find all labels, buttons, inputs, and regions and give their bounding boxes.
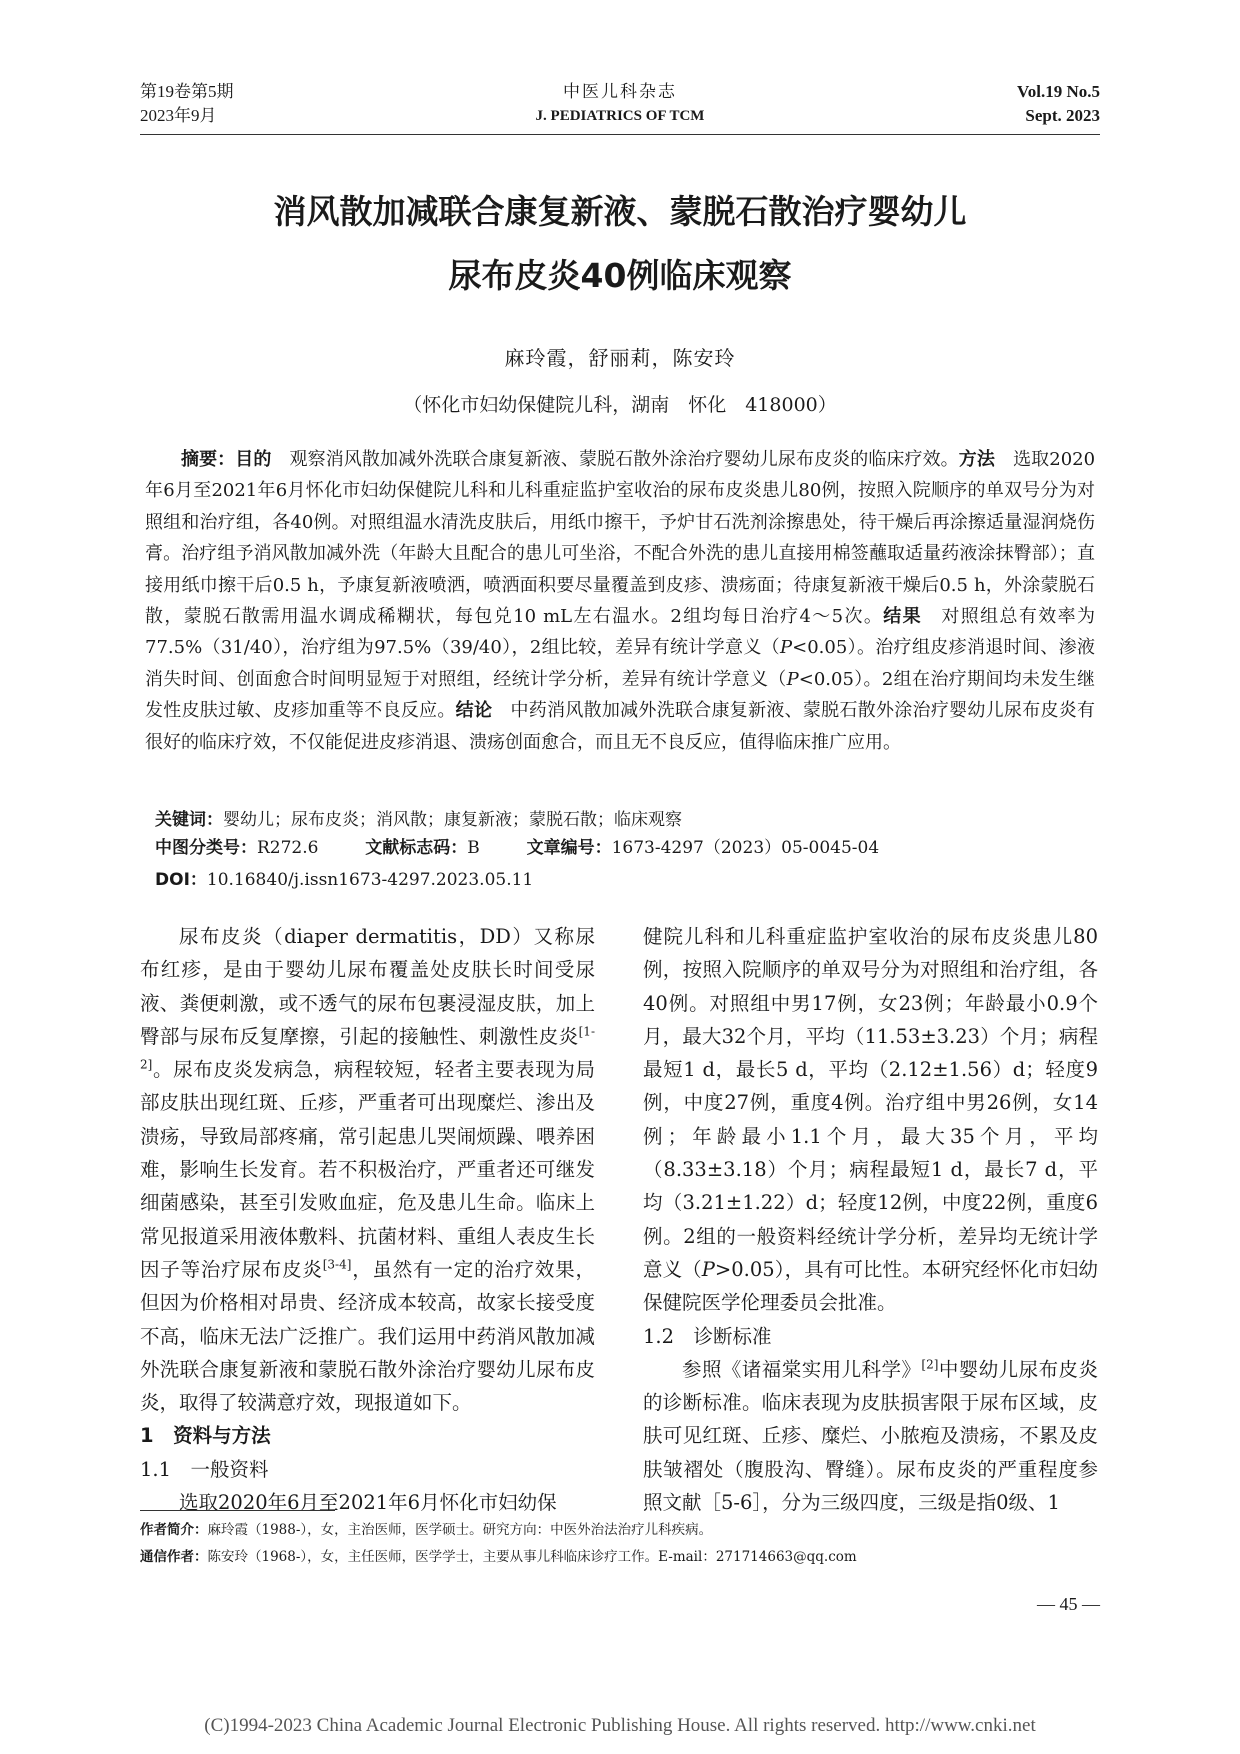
fn2-label: 通信作者： xyxy=(140,1549,208,1565)
citation-3-4[interactable]: [3-4] xyxy=(322,1257,352,1272)
p-symbol: P xyxy=(701,1257,715,1281)
doc-code-value: B xyxy=(467,838,480,858)
keywords-label: 关键词： xyxy=(155,810,223,830)
journal-name-en: J. PEDIATRICS OF TCM xyxy=(535,108,705,124)
section-heading-1: 1 资料与方法 xyxy=(140,1424,271,1448)
doc-code-label: 文献标志码： xyxy=(365,838,468,858)
intro-text-1: 尿布皮炎（diaper dermatitis，DD）又称尿布红疹，是由于婴幼儿尿布覆盖处皮肤长时间受尿液、粪便刺激，或不透气的尿布包裹浸湿皮肤，加上臀部与尿布反复摩擦，引起的接触性、刺激性皮炎 xyxy=(140,925,595,1048)
classification-line xyxy=(155,834,879,862)
doi-line xyxy=(155,866,533,894)
fn2-text: 陈安玲（1968-），女，主任医师，医学学士，主要从事儿科临床诊疗工作。E-mail：271714663@qq.com xyxy=(207,1549,857,1565)
p-symbol: P xyxy=(786,668,799,690)
authors: 麻玲霞，舒丽莉，陈安玲 xyxy=(504,346,736,370)
keywords-text: 婴幼儿；尿布皮炎；消风散；康复新液；蒙脱石散；临床观察 xyxy=(223,810,682,830)
header-rule xyxy=(140,134,1100,135)
copyright-notice: (C)1994-2023 China Academic Journal Electronic Publishing House. All rights reserved. http://www.cnki.net xyxy=(204,1715,1036,1736)
abstract-result-b: <0.05）。治疗组皮疹消退时间、渗液消失时间、创面愈合时间明显短于对照组，经统计学分析，差异有统计学意义（ xyxy=(145,637,1095,690)
title-line-1: 消风散加减联合康复新液、蒙脱石散治疗婴幼儿 xyxy=(273,192,967,231)
result-label: 结果 xyxy=(883,606,922,628)
running-header-center xyxy=(470,80,770,128)
diagnosis-paragraph xyxy=(643,1353,1098,1519)
abstract-conclusion: 中药消风散加减外洗联合康复新液、蒙脱石散外涂治疗婴幼儿尿布皮炎有很好的临床疗效，不仅能促进皮疹消退、溃疡创面愈合，而且无不良反应，值得临床推广应用。 xyxy=(145,700,1096,753)
body-column-left xyxy=(140,920,595,1519)
doi-label: DOI： xyxy=(155,870,207,890)
method-label: 方法 xyxy=(958,449,995,470)
p-symbol: P xyxy=(780,637,793,659)
date-cn: 2023年9月 xyxy=(140,106,217,125)
citation-1-2[interactable]: [1-2] xyxy=(140,1024,595,1072)
article-no-value: 1673-4297（2023）05-0045-04 xyxy=(611,838,880,858)
abstract xyxy=(145,444,1095,758)
volume-issue-cn: 第19卷第5期 xyxy=(140,82,234,101)
footnote-corresponding-author xyxy=(140,1545,857,1569)
diagnosis-text-2: 中婴幼儿尿布皮炎的诊断标准。临床表现为皮肤损害限于尿布区域，皮肤可见红斑、丘疹、糜烂、小脓疱及溃疡，不累及皮肤皱褶处（腹股沟、臀缝）。尿布皮炎的严重程度参照文献［5-6］，分为三级四度，三级是指0级、1 xyxy=(643,1357,1098,1515)
section-heading-1-1: 1.1 一般资料 xyxy=(140,1457,269,1481)
section-heading-1-2: 1.2 诊断标准 xyxy=(643,1324,772,1348)
footnote-author-bio xyxy=(140,1518,712,1542)
general-data-paragraph-start: 选取2020年6月至2021年6月怀化市妇幼保 xyxy=(179,1491,557,1515)
abstract-aim: 观察消风散加减外洗联合康复新液、蒙脱石散外涂治疗婴幼儿尿布皮炎的临床疗效。 xyxy=(289,449,959,470)
aim-label: 目的 xyxy=(235,449,272,470)
intro-text-2: 。尿布皮炎发病急，病程较短，轻者主要表现为局部皮肤出现红斑、丘疹，严重者可出现糜烂、渗出及溃疡，导致局部疼痛，常引起患儿哭闹烦躁、喂养困难，影响生长发育。若不积极治疗，严重者还可继发细菌感染，甚至引发败血症，危及患儿生命。临床上常见报道采用液体敷料、抗菌材料、重组人表皮生长因子等治疗尿布皮炎 xyxy=(140,1058,595,1281)
abstract-label: 摘要： xyxy=(181,449,236,470)
page-number: — 45 — xyxy=(1037,1594,1100,1614)
article-title xyxy=(140,180,1100,308)
clc-value: R272.6 xyxy=(257,838,319,858)
general-data-text-2: 健院儿科和儿科重症监护室收治的尿布皮炎患儿80例，按照入院顺序的单双号分为对照组和治疗组，各40例。对照组中男17例，女23例；年龄最小0.9个月，最大32个月，平均（11.53±3.23）个月；病程最短1 d，最长5 d，平均（2.12±1.56）d；轻度9例，中度27例，重度4例。治疗组中男26例，女14例；年龄最小1.1个月，最大35个月，平均（8.33±3.18）个月；病程最短1 d，最长7 d，平均（3.21±1.22）d；轻度12例，中度22例，重度6例。2组的一般资料经统计学分析，差异均无统计学意义（ xyxy=(643,925,1098,1281)
article-no-label: 文章编号： xyxy=(526,838,612,858)
clc-label: 中图分类号： xyxy=(155,838,257,858)
conclusion-label: 结论 xyxy=(455,700,493,722)
fn1-text: 麻玲霞（1988-），女，主治医师，医学硕士。研究方向：中医外治法治疗儿科疾病。 xyxy=(207,1522,713,1538)
date-en: Sept. 2023 xyxy=(1025,106,1100,125)
abstract-result-a: 对照组总有效率为77.5%（31/40），治疗组为97.5%（39/40），2组比较，差异有统计学意义（ xyxy=(145,606,1095,659)
diagnosis-text-1: 参照《诸福棠实用儿科学》 xyxy=(682,1357,922,1381)
intro-text-3: ，虽然有一定的治疗效果，但因为价格相对昂贵、经济成本较高，故家长接受度不高，临床无法广泛推广。我们运用中药消风散加减外洗联合康复新液和蒙脱石散外涂治疗婴幼儿尿布皮炎，取得了较满意疗效，现报道如下。 xyxy=(140,1257,595,1415)
citation-2[interactable]: [2] xyxy=(921,1357,939,1372)
general-data-paragraph-cont xyxy=(643,920,1098,1320)
running-header-left xyxy=(140,80,234,128)
journal-name-cn: 中医儿科杂志 xyxy=(563,82,677,101)
abstract-result-c: <0.05）。2组在治疗期间均未发生继发性皮肤过敏、皮疹加重等不良反应。 xyxy=(145,668,1095,722)
doi-link[interactable]: 10.16840/j.issn1673-4297.2023.05.11 xyxy=(206,870,534,890)
keywords xyxy=(155,806,682,834)
running-header-right xyxy=(1017,80,1100,128)
title-line-2: 尿布皮炎40例临床观察 xyxy=(448,256,792,295)
intro-paragraph xyxy=(140,920,595,1419)
affiliation: （怀化市妇幼保健院儿科，湖南 怀化 418000） xyxy=(403,394,837,416)
footnote-rule xyxy=(140,1510,335,1511)
abstract-method: 选取2020年6月至2021年6月怀化市妇幼保健院儿科和儿科重症监护室收治的尿布皮炎患儿80例，按照入院顺序的单双号分为对照组和治疗组，各40例。对照组温水清洗皮肤后，用纸巾擦干，予炉甘石洗剂涂擦患处，待干燥后再涂擦适量湿润烧伤膏。治疗组予消风散加减外洗（年龄大且配合的患儿可坐浴，不配合外洗的患儿直接用棉签蘸取适量药液涂抹臀部）；直接用纸巾擦干后0.5 h，予康复新液喷洒，喷洒面积要尽量覆盖到皮疹、溃疡面；待康复新液干燥后0.5 h，外涂蒙脱石散，蒙脱石散需用温水调成稀糊状，每包兑10 mL左右温水。2组均每日治疗4～5次。 xyxy=(145,449,1096,628)
volume-issue-en: Vol.19 No.5 xyxy=(1017,82,1100,101)
general-data-text-3: >0.05），具有可比性。本研究经怀化市妇幼保健院医学伦理委员会批准。 xyxy=(643,1257,1098,1315)
fn1-label: 作者简介： xyxy=(140,1522,208,1538)
body-column-right xyxy=(643,920,1098,1519)
